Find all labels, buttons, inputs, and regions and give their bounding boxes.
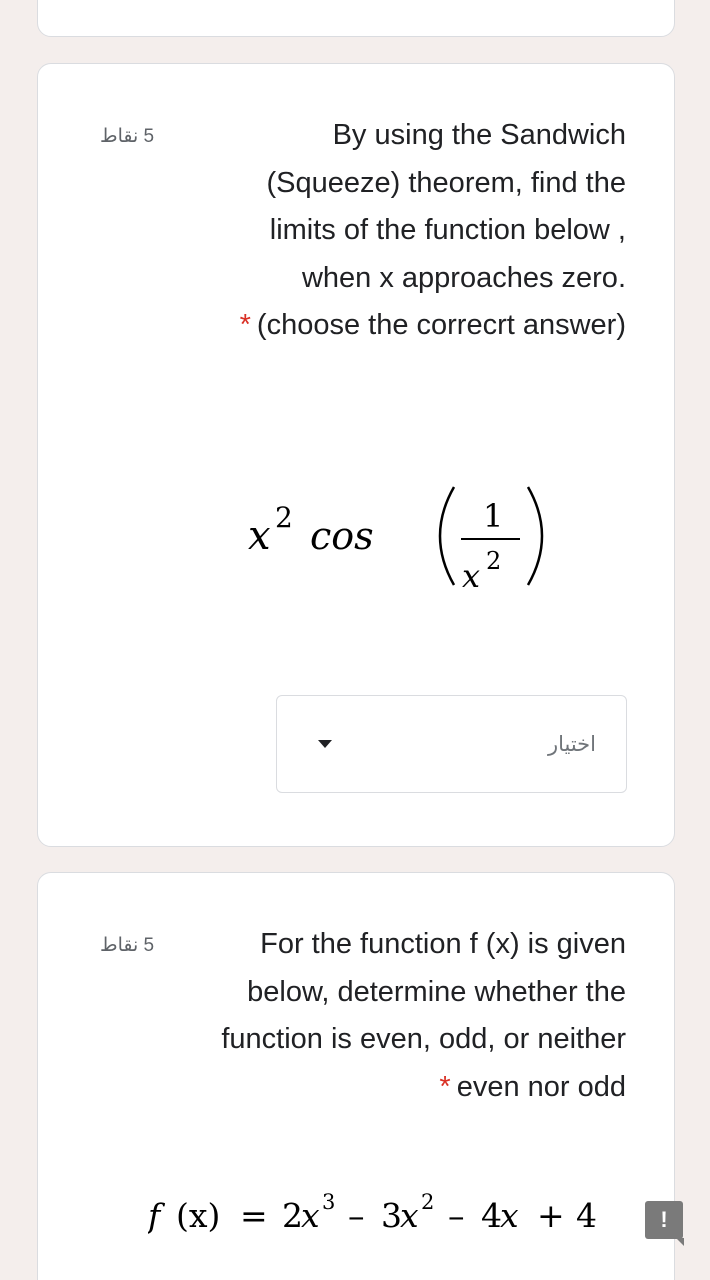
- question-line-text: even nor odd: [456, 1070, 626, 1103]
- dropdown-arrow-icon: [318, 740, 332, 748]
- formula-var: x: [500, 1196, 519, 1235]
- dropdown-placeholder: اختيار: [547, 733, 596, 756]
- question-text: [126, 921, 626, 1111]
- formula-var: x: [301, 1196, 320, 1235]
- left-paren: [440, 487, 454, 585]
- answer-dropdown[interactable]: [276, 695, 627, 793]
- formula-numerator: 1: [483, 497, 504, 535]
- formula-denominator-power: 2: [486, 547, 502, 575]
- previous-question-card: [37, 0, 675, 37]
- formula-function: cos: [310, 514, 374, 558]
- formula-power: 2: [275, 501, 293, 534]
- formula-op: –: [448, 1196, 465, 1235]
- question-line: limits of the function below ,: [269, 214, 626, 246]
- formula-eq: =: [240, 1196, 268, 1235]
- formula-arg: (x): [176, 1196, 221, 1235]
- question-line: For the function f (x) is given: [260, 928, 626, 960]
- formula-exp: 2: [421, 1190, 435, 1214]
- formula-coef: 3: [381, 1196, 402, 1235]
- required-asterisk: *: [239, 309, 251, 341]
- formula-exp: 3: [322, 1190, 336, 1214]
- question-line: below, determine whether the: [247, 975, 626, 1008]
- formula-op: –: [348, 1196, 365, 1235]
- formula-coef: 4: [481, 1196, 502, 1235]
- formula-image: [148, 1189, 658, 1239]
- formula-var: x: [400, 1196, 419, 1235]
- formula-denominator-base: x: [462, 557, 481, 594]
- question-line: By using the Sandwich: [332, 119, 626, 151]
- formula-base: x: [248, 513, 271, 559]
- formula-f: f: [148, 1196, 161, 1235]
- question-line-last: [126, 1064, 626, 1112]
- points-label: 5 نقاط: [100, 935, 155, 956]
- formula-image: [228, 469, 568, 594]
- question-line: when x approaches zero.: [301, 261, 626, 294]
- feedback-icon[interactable]: !: [645, 1201, 683, 1239]
- question-line: (Squeeze) theorem, find the: [266, 166, 626, 199]
- required-asterisk: *: [439, 1070, 451, 1103]
- question-line-text: (choose the correcrt answer): [256, 309, 626, 341]
- question-line-last: [126, 302, 626, 350]
- question-text: [126, 112, 626, 350]
- question-line: function is even, odd, or neither: [221, 1023, 626, 1055]
- points-label: 5 نقاط: [100, 126, 155, 147]
- formula-coef: 2: [282, 1196, 303, 1235]
- question-card-squeeze-theorem: [37, 63, 675, 847]
- formula-const: 4: [576, 1196, 597, 1235]
- question-card-even-odd: [37, 872, 675, 1280]
- formula-op: +: [537, 1196, 565, 1235]
- right-paren: [528, 487, 542, 585]
